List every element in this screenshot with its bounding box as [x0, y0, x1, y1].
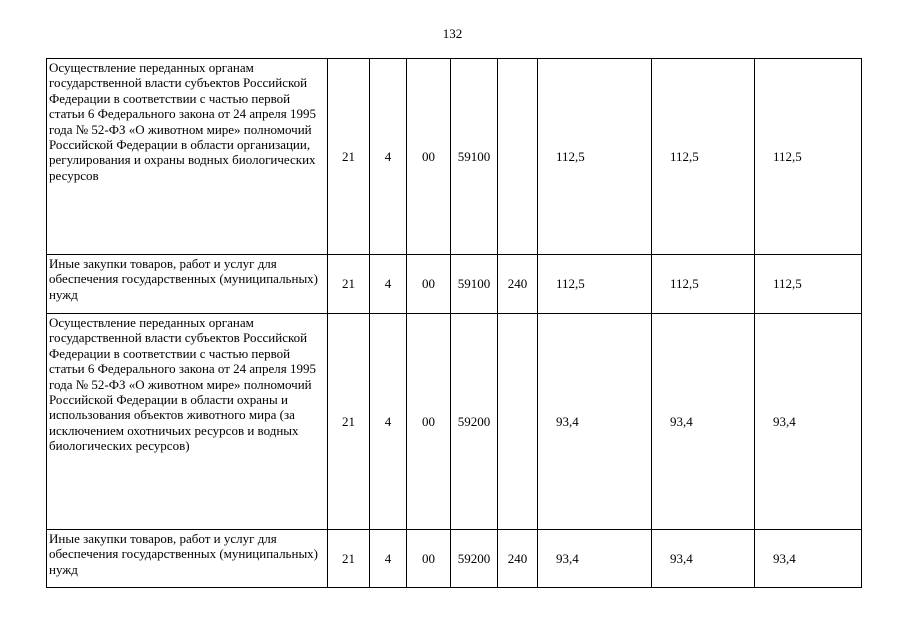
amount-year-1: 112,5 [538, 255, 652, 314]
row-description: Иные закупки товаров, работ и услуг для обеспечения государственных (муниципальных) нужд [47, 530, 328, 588]
expense-type-code [498, 314, 538, 530]
subsection-code: 4 [370, 255, 407, 314]
table-row [47, 255, 862, 314]
row-description: Осуществление переданных органам государственной власти субъектов Российской Федерации в соответствии с частью первой статьи 6 Федерального закона от 24 апреля 1995 года № 52-ФЗ «О животном мире» полномочий Российской Федерации в области охраны и использования объектов животного мира (за исключением охотничьих ресурсов и водных биологических ресурсов) [47, 314, 328, 530]
amount-year-3: 112,5 [755, 255, 862, 314]
row-description: Иные закупки товаров, работ и услуг для обеспечения государственных (муниципальных) нужд [47, 255, 328, 314]
amount-year-1: 93,4 [538, 530, 652, 588]
amount-year-2: 93,4 [652, 530, 755, 588]
amount-year-1: 93,4 [538, 314, 652, 530]
amount-year-2: 112,5 [652, 59, 755, 255]
section-code: 21 [328, 255, 370, 314]
amount-year-2: 112,5 [652, 255, 755, 314]
expense-type-code [498, 59, 538, 255]
page-number: 132 [442, 26, 463, 41]
expense-type-code: 240 [498, 255, 538, 314]
section-code: 21 [328, 530, 370, 588]
table-row [47, 530, 862, 588]
program-code: 00 [407, 59, 451, 255]
target-code: 59100 [451, 255, 498, 314]
program-code: 00 [407, 314, 451, 530]
section-code: 21 [328, 59, 370, 255]
budget-table [46, 58, 862, 588]
expense-type-code: 240 [498, 530, 538, 588]
subsection-code: 4 [370, 314, 407, 530]
amount-year-3: 93,4 [755, 530, 862, 588]
table-row [47, 314, 862, 530]
target-code: 59200 [451, 314, 498, 530]
target-code: 59200 [451, 530, 498, 588]
target-code: 59100 [451, 59, 498, 255]
program-code: 00 [407, 255, 451, 314]
row-description: Осуществление переданных органам государственной власти субъектов Российской Федерации в соответствии с частью первой статьи 6 Федерального закона от 24 апреля 1995 года № 52-ФЗ «О животном мире» полномочий Российской Федерации в области организации, регулирования и охраны водных биологических ресурсов [47, 59, 328, 255]
amount-year-1: 112,5 [538, 59, 652, 255]
amount-year-3: 112,5 [755, 59, 862, 255]
table-row [47, 59, 862, 255]
subsection-code: 4 [370, 59, 407, 255]
program-code: 00 [407, 530, 451, 588]
section-code: 21 [328, 314, 370, 530]
amount-year-3: 93,4 [755, 314, 862, 530]
amount-year-2: 93,4 [652, 314, 755, 530]
subsection-code: 4 [370, 530, 407, 588]
